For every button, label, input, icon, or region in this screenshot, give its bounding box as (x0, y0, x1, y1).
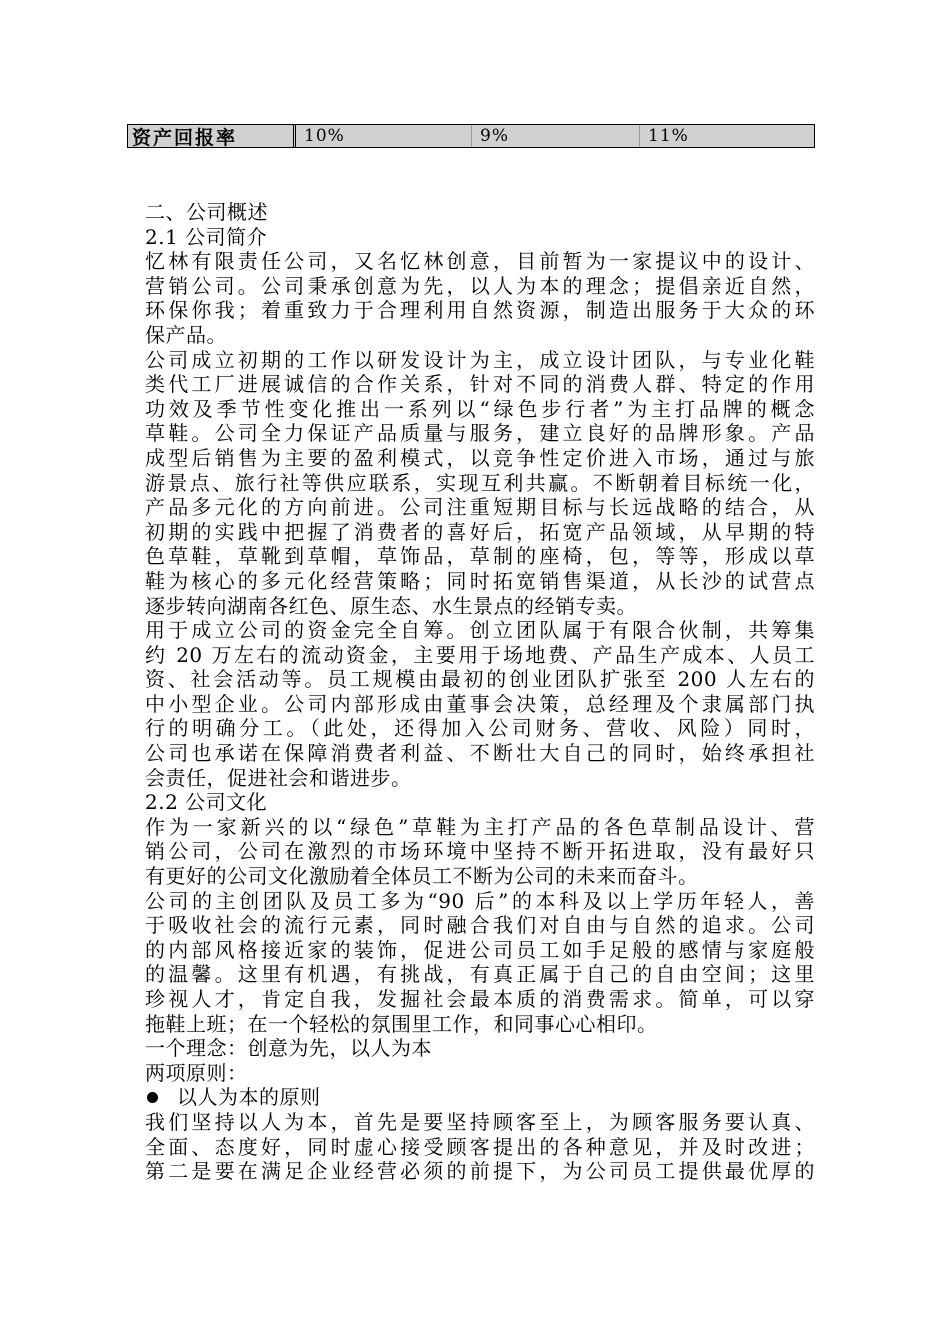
text-line: 公司也承诺在保障消费者利益、不断壮大自己的同时，始终承担社 (145, 741, 815, 766)
section-heading: 二、公司概述 (145, 200, 268, 224)
text-line: 全面、态度好，同时虚心接受顾客提出的各种意见，并及时改进； (145, 1134, 815, 1159)
text-line: 会责任，促进社会和谐进步。 (145, 765, 412, 790)
financial-table-row (127, 124, 815, 148)
subsection-heading: 2.1 公司简介 (145, 224, 268, 249)
text-line: 于吸收社会的流行元素，同时融合我们对自由与自然的追求。公司 (145, 913, 815, 938)
table-cell-value: 10% (296, 125, 472, 147)
text-line: 的温馨。这里有机遇，有挑战，有真正属于自己的自由空间；这里 (145, 962, 815, 987)
text-line: 我们坚持以人为本，首先是要坚持顾客至上，为顾客服务要认真、 (145, 1109, 815, 1134)
text-line: 公司成立初期的工作以研发设计为主，成立设计团队，与专业化鞋 (145, 347, 815, 372)
table-row-label: 资产回报率 (128, 125, 296, 147)
text-line: 初期的实践中把握了消费者的喜好后，拓宽产品领域，从早期的特 (145, 519, 815, 544)
bullet-item (145, 1085, 815, 1110)
text-line: 成型后销售为主要的盈利模式，以竞争性定价进入市场，通过与旅 (145, 445, 815, 470)
text-line: 鞋为核心的多元化经营策略；同时拓宽销售渠道，从长沙的试营点 (145, 568, 815, 593)
text-line: 销公司，公司在激烈的市场环境中坚持不断开拓进取，没有最好只 (145, 839, 815, 864)
text-line: 逐步转向湖南各红色、原生态、水生景点的经销专卖。 (145, 593, 637, 618)
text-line: 保产品。 (145, 322, 227, 347)
text-line: 公司的主创团队及员工多为“90 后”的本科及以上学历年轻人，善 (145, 888, 815, 913)
text-line: 一个理念：创意为先，以人为本 (145, 1036, 432, 1061)
text-line: 产品多元化的方向前进。公司注重短期目标与长远战略的结合，从 (145, 495, 815, 520)
text-line: 功效及季节性变化推出一系列以“绿色步行者”为主打品牌的概念 (145, 396, 815, 421)
text-line: 用于成立公司的资金完全自筹。创立团队属于有限合伙制，共筹集 (145, 618, 815, 643)
text-line: 草鞋。公司全力保证产品质量与服务，建立良好的品牌形象。产品 (145, 421, 815, 446)
text-line: 有更好的公司文化激励着全体员工不断为公司的未来而奋斗。 (145, 864, 699, 889)
text-line: 第二是要在满足企业经营必须的前提下，为公司员工提供最优厚的 (145, 1159, 815, 1184)
bullet-dot-icon (147, 1092, 158, 1103)
text-line: 资、社会活动等。员工规模由最初的创业团队扩张至 200 人左右的 (145, 667, 815, 692)
text-line: 行的明确分工。（此处，还得加入公司财务、营收、风险）同时， (145, 716, 815, 741)
text-line: 色草鞋，草靴到草帽，草饰品，草制的座椅，包，等等，形成以草 (145, 544, 815, 569)
text-line: 中小型企业。公司内部形成由董事会决策，总经理及个隶属部门执 (145, 691, 815, 716)
text-line: 珍视人才，肯定自我，发掘社会最本质的消费需求。简单，可以穿 (145, 987, 815, 1011)
text-line: 忆林有限责任公司，又名忆林创意，目前暂为一家提议中的设计、 (145, 249, 815, 274)
text-line: 环保你我；着重致力于合理利用自然资源，制造出服务于大众的环 (145, 298, 815, 323)
table-cell-value: 9% (472, 125, 640, 147)
text-line: 游景点、旅行社等供应联系，实现互利共赢。不断朝着目标统一化， (145, 470, 815, 495)
text-line: 约 20 万左右的流动资金，主要用于场地费、产品生产成本、人员工 (145, 642, 815, 667)
text-line: 类代工厂进展诚信的合作关系，针对不同的消费人群、特定的作用 (145, 372, 815, 397)
subsection-heading: 2.2 公司文化 (145, 790, 268, 815)
text-line: 拖鞋上班；在一个轻松的氛围里工作，和同事心心相印。 (145, 1011, 658, 1036)
bullet-item-text: 以人为本的原则 (177, 1085, 321, 1110)
text-line: 两项原则： (145, 1060, 248, 1085)
text-line: 作为一家新兴的以“绿色”草鞋为主打产品的各色草制品设计、营 (145, 814, 815, 839)
body-text (145, 200, 815, 1184)
table-cell-value: 11% (648, 126, 689, 146)
text-line: 营销公司。公司秉承创意为先，以人为本的理念；提倡亲近自然， (145, 273, 815, 298)
text-line: 的内部风格接近家的装饰，促进公司员工如手足般的感情与家庭般 (145, 937, 815, 962)
